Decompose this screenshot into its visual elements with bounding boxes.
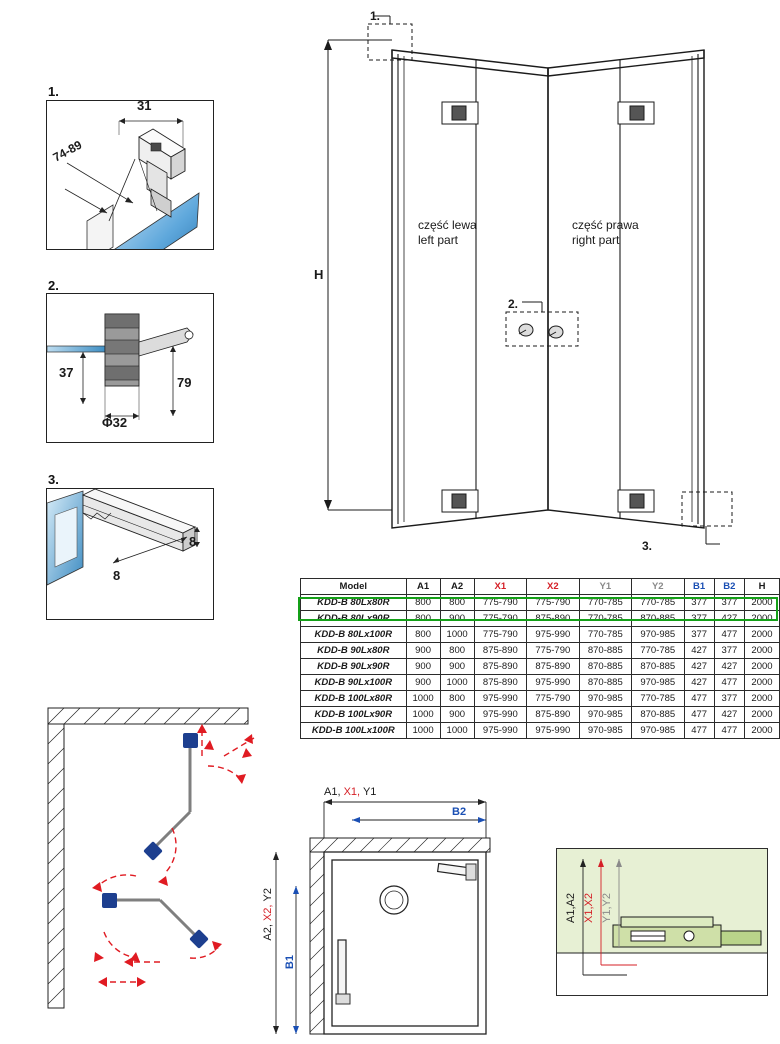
cell-h: 2000 [745,691,780,707]
cell-x2: 975-990 [527,723,579,739]
cell-x1: 875-890 [474,659,526,675]
cell-a2: 1000 [440,723,474,739]
cell-x1: 975-990 [474,707,526,723]
specifications-table [300,578,780,739]
th-b2: B2 [714,579,744,595]
cell-b2: 477 [714,675,744,691]
detail-2-dim-left: 37 [59,365,74,380]
cell-b2: 427 [714,659,744,675]
cell-b1: 477 [684,691,714,707]
table-header-row [301,579,780,595]
cell-h: 2000 [745,707,780,723]
cell-a1: 1000 [406,707,440,723]
cell-b1: 377 [684,595,714,611]
cell-y2: 970-985 [632,627,684,643]
cell-model: KDD-B 90Lx90R [301,659,407,675]
cell-a2: 900 [440,611,474,627]
cell-x2: 775-790 [527,595,579,611]
cell-b2: 427 [714,611,744,627]
cell-b1: 427 [684,675,714,691]
detail-3-dim-a: 8 [189,534,197,549]
cell-x2: 875-890 [527,659,579,675]
door-swing-diagram [40,700,270,1020]
cell-b2: 477 [714,627,744,643]
cell-a2: 800 [440,595,474,611]
cell-y1: 770-785 [579,627,631,643]
main-callout-3: 3. [642,539,653,553]
detail-3-box [46,488,214,620]
table-row [301,595,780,611]
cell-x2: 975-990 [527,675,579,691]
detail-1-box [46,100,214,250]
detail-2-box [46,293,214,443]
plan-label-b1: B1 [284,955,296,970]
cell-b1: 377 [684,627,714,643]
section-view-panel [556,848,768,996]
main-callout-2: 2. [508,297,519,311]
table-row [301,611,780,627]
table-row [301,627,780,643]
cell-a2: 800 [440,691,474,707]
cell-a2: 800 [440,643,474,659]
cell-b2: 477 [714,723,744,739]
specifications-table-wrapper [300,578,780,739]
cell-model: KDD-B 80Lx100R [301,627,407,643]
main-height-label: H [314,267,324,282]
cell-model: KDD-B 100Lx90R [301,707,407,723]
cell-a2: 900 [440,707,474,723]
section-label-a1a2: A1,A2 [565,893,577,923]
cell-y1: 870-885 [579,659,631,675]
th-model: Model [301,579,407,595]
cell-y2: 770-785 [632,643,684,659]
th-h: H [745,579,780,595]
cell-x1: 975-990 [474,723,526,739]
plan-label-a2: A2, [262,924,274,941]
detail-3-drawing [47,489,213,619]
main-callout-1: 1. [370,9,381,23]
cell-a1: 900 [406,675,440,691]
detail-3-dim-b: 8 [113,568,121,583]
cell-y2: 870-885 [632,611,684,627]
cell-b1: 427 [684,643,714,659]
right-part-label-pl: część prawa [572,218,639,232]
cell-y1: 970-985 [579,691,631,707]
section-label-x1x2: X1,X2 [583,893,595,923]
cell-x2: 875-890 [527,611,579,627]
cell-y1: 870-885 [579,675,631,691]
table-row [301,691,780,707]
th-a1: A1 [406,579,440,595]
detail-2-dim-right: 79 [177,375,192,390]
plan-label-b2: B2 [452,806,467,818]
cell-x1: 775-790 [474,611,526,627]
plan-view-drawing [262,790,512,1040]
detail-1-dim-angle: 74-89 [50,137,85,165]
cell-model: KDD-B 90Lx80R [301,643,407,659]
cell-b2: 377 [714,595,744,611]
cell-y2: 870-885 [632,659,684,675]
th-x1: X1 [474,579,526,595]
cell-b2: 377 [714,691,744,707]
table-row [301,675,780,691]
plan-left-dim-labels [262,888,275,941]
cell-b2: 377 [714,643,744,659]
cell-y2: 970-985 [632,675,684,691]
cell-model: KDD-B 80Lx90R [301,611,407,627]
cell-h: 2000 [745,675,780,691]
detail-3-number: 3. [48,472,59,487]
cell-model: KDD-B 100Lx80R [301,691,407,707]
cell-a2: 900 [440,659,474,675]
section-label-y1y2: Y1,Y2 [601,893,613,923]
table-row [301,707,780,723]
cell-h: 2000 [745,627,780,643]
cell-x1: 775-790 [474,595,526,611]
cell-x2: 775-790 [527,691,579,707]
cell-a1: 800 [406,627,440,643]
left-part-label-en: left part [418,233,459,247]
cell-y1: 970-985 [579,707,631,723]
cell-y2: 770-785 [632,691,684,707]
cell-h: 2000 [745,659,780,675]
th-x2: X2 [527,579,579,595]
detail-1-drawing [47,98,213,249]
cell-a2: 1000 [440,627,474,643]
cell-a1: 800 [406,595,440,611]
plan-top-dim-labels [324,786,376,799]
cell-x1: 875-890 [474,675,526,691]
plan-label-x1: X1, [343,786,361,798]
th-a2: A2 [440,579,474,595]
cell-x1: 775-790 [474,627,526,643]
cell-y1: 870-885 [579,643,631,659]
cell-a1: 800 [406,611,440,627]
plan-label-y1: Y1 [362,786,377,798]
cell-model: KDD-B 80Lx80R [301,595,407,611]
th-b1: B1 [684,579,714,595]
cell-y1: 770-785 [579,595,631,611]
cell-model: KDD-B 90Lx100R [301,675,407,691]
cell-b1: 477 [684,707,714,723]
cell-y2: 970-985 [632,723,684,739]
cell-b1: 477 [684,723,714,739]
plan-label-a1: A1, [324,786,341,798]
detail-1-number: 1. [48,84,59,99]
cell-x2: 975-990 [527,627,579,643]
left-part-label-pl: część lewa [418,218,477,232]
cell-y1: 970-985 [579,723,631,739]
cell-x1: 875-890 [474,643,526,659]
cell-x2: 775-790 [527,643,579,659]
cell-h: 2000 [745,595,780,611]
cell-h: 2000 [745,611,780,627]
cell-y2: 770-785 [632,595,684,611]
detail-1-dim-top: 31 [137,98,152,113]
cell-h: 2000 [745,723,780,739]
cell-y1: 770-785 [579,611,631,627]
detail-2-dim-diameter: Φ32 [102,415,128,430]
plan-label-x2: X2, [262,904,274,922]
cell-x1: 975-990 [474,691,526,707]
th-y2: Y2 [632,579,684,595]
cell-x2: 875-890 [527,707,579,723]
main-enclosure-drawing [300,10,770,570]
cell-h: 2000 [745,643,780,659]
cell-y2: 870-885 [632,707,684,723]
cell-a1: 900 [406,659,440,675]
cell-a2: 1000 [440,675,474,691]
plan-label-y2: Y2 [262,888,274,902]
table-row [301,659,780,675]
cell-b1: 427 [684,659,714,675]
cell-b1: 377 [684,611,714,627]
right-part-label-en: right part [572,233,620,247]
cell-b2: 427 [714,707,744,723]
cell-a1: 1000 [406,723,440,739]
cell-model: KDD-B 100Lx100R [301,723,407,739]
cell-a1: 1000 [406,691,440,707]
detail-2-number: 2. [48,278,59,293]
th-y1: Y1 [579,579,631,595]
table-row [301,723,780,739]
table-row [301,643,780,659]
cell-a1: 900 [406,643,440,659]
